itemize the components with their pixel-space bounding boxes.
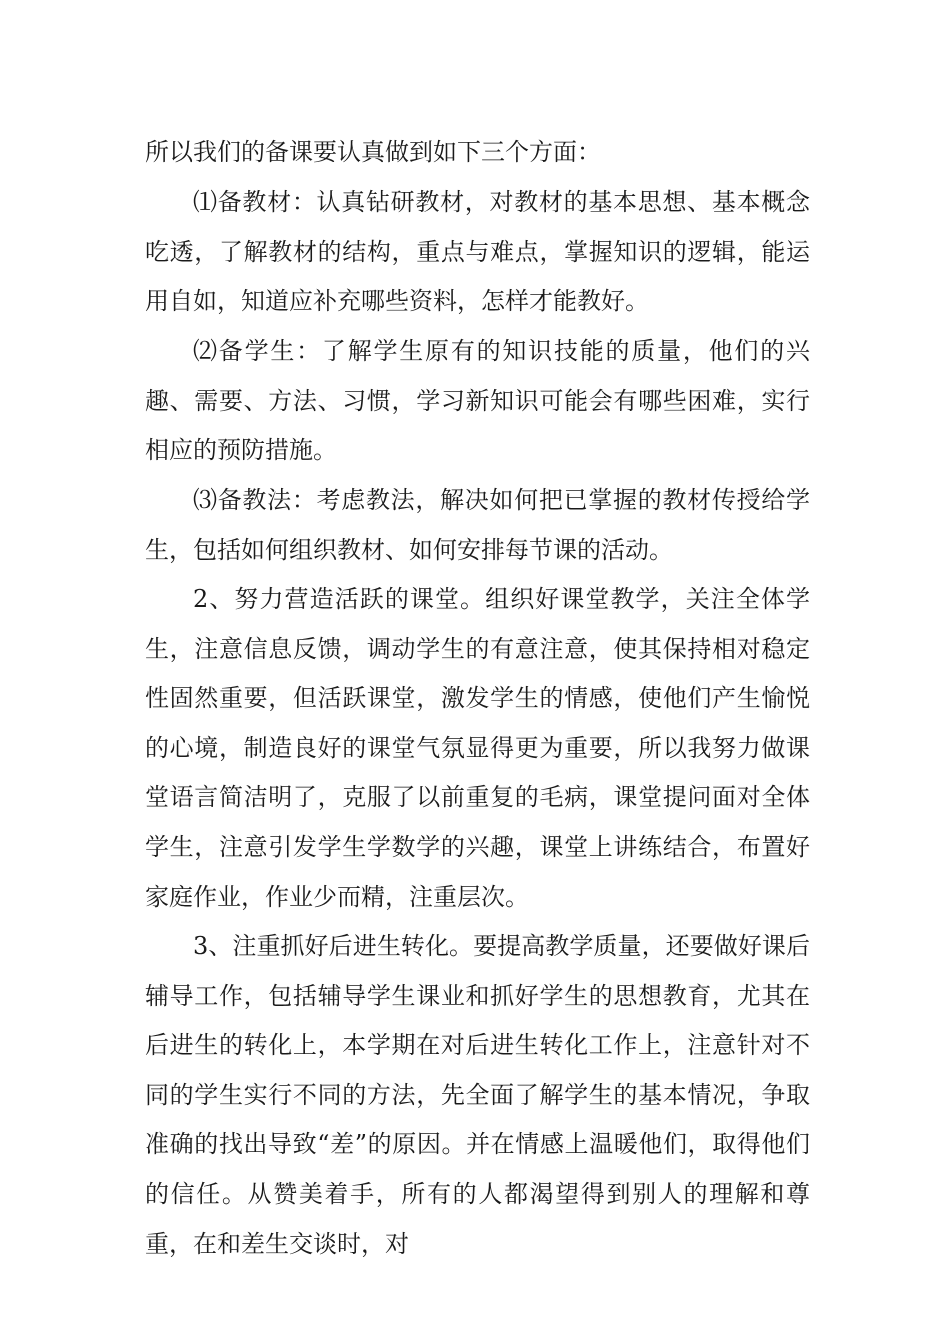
paragraph-prepare-students: ⑵备学生：了解学生原有的知识技能的质量，他们的兴趣、需要、方法、习惯，学习新知识可能会有哪些困难，实行相应的预防措施。 — [145, 337, 810, 465]
paragraph-active-classroom: 2、努力营造活跃的课堂。组织好课堂教学，关注全体学生，注意信息反馈，调动学生的有意注意，使其保持相对稳定性固然重要，但活跃课堂，激发学生的情感，使他们产生愉悦的心境，制造良好的课堂气氛显得更为重要，所以我努力做课堂语言简洁明了，克服了以前重复的毛病，课堂提问面对全体学生，注意引发学生学数学的兴趣，课堂上讲练结合，布置好家庭作业，作业少而精，注重层次。 — [145, 585, 810, 911]
paragraph-intro: 所以我们的备课要认真做到如下三个方面： — [145, 138, 601, 166]
paragraph-prepare-materials: ⑴备教材：认真钻研教材，对教材的基本思想、基本概念吃透，了解教材的结构，重点与难点，掌握知识的逻辑，能运用自如，知道应补充哪些资料，怎样才能教好。 — [145, 188, 810, 316]
paragraph-struggling-students: 3、注重抓好后进生转化。要提高教学质量，还要做好课后辅导工作，包括辅导学生课业和抓好学生的思想教育，尤其在后进生的转化上，本学期在对后进生转化工作上，注意针对不同的学生实行不同的方法，先全面了解学生的基本情况，争取准确的找出导致“差”的原因。并在情感上温暖他们，取得他们的信任。从赞美着手，所有的人都渴望得到别人的理解和尊重，在和差生交谈时，对 — [145, 932, 810, 1258]
paragraph-prepare-methods: ⑶备教法：考虑教法，解决如何把已掌握的教材传授给学生，包括如何组织教材、如何安排每节课的活动。 — [145, 486, 810, 564]
